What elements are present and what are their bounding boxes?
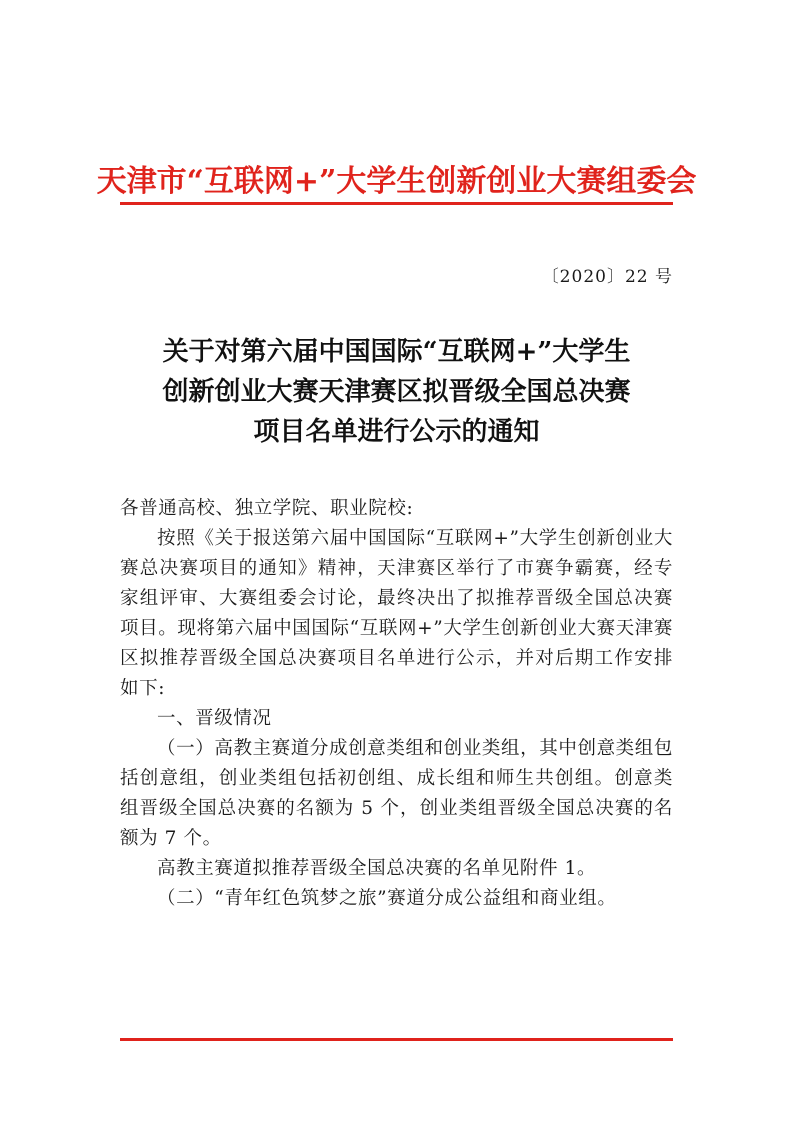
item-paragraph: （二）“青年红色筑梦之旅”赛道分成公益组和商业组。 [157,888,617,909]
issuing-organization-title: 天津市“互联网+”大学生创新创业大赛组委会 [96,164,697,199]
document-title-line: 关于对第六届中国国际“互联网+”大学生 [162,337,631,367]
document-body [120,494,673,914]
section-heading: 一、晋级情况 [157,708,272,729]
document-title-line: 项目名单进行公示的通知 [253,417,540,447]
note-paragraph: 高教主赛道拟推荐晋级全国总决赛的名单见附件 1。 [157,858,597,879]
salutation: 各普通高校、独立学院、职业院校: [120,498,414,519]
document-title [0,332,793,452]
intro-paragraph: 按照《关于报送第六届中国国际“互联网+”大学生创新创业大赛总决赛项目的通知》精神，天津赛区举行了市赛争霸赛，经专家组评审、大赛组委会讨论，最终决出了拟推荐晋级全国总决赛项目。现将第六届中国国际“互联网+”大学生创新创业大赛天津赛区拟推荐晋级全国总决赛项目名单进行公示，并对后期工作安排如下: [120,528,673,699]
item-paragraph: （一）高教主赛道分成创意类组和创业类组，其中创意类组包括创意组，创业类组包括初创组、成长组和师生共创组。创意类组晋级全国总决赛的名额为 5 个，创业类组晋级全国总决赛的名额为 7 个。 [120,738,673,849]
document-title-line: 创新创业大赛天津赛区拟晋级全国总决赛 [162,377,631,407]
document-number: 〔2020〕22 号 [541,267,673,287]
footer-red-rule [120,1038,673,1041]
header-red-rule [120,202,673,205]
